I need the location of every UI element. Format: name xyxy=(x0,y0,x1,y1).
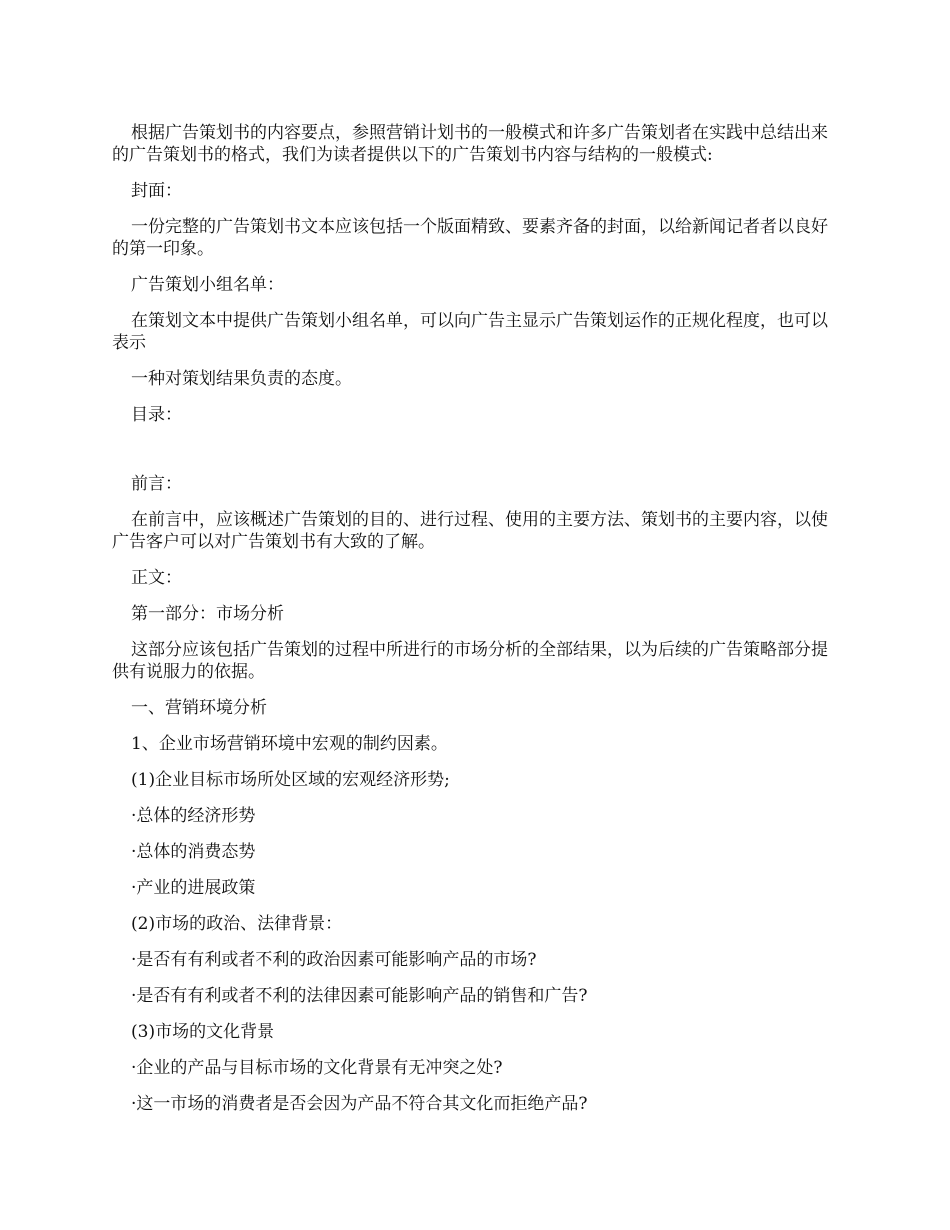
document-page xyxy=(112,122,840,1129)
item-cultural: (3)市场的文化背景 xyxy=(131,1022,275,1042)
bullet-item: ·总体的经济形势 xyxy=(131,806,256,826)
item-political-legal: (2)市场的政治、法律背景： xyxy=(131,914,343,934)
heading-cover: 封面： xyxy=(131,181,182,201)
bullet-item: ·企业的产品与目标市场的文化背景有无冲突之处? xyxy=(131,1058,503,1078)
team-list-paragraph: 在策划文本中提供广告策划小组名单，可以向广告主显示广告策划运作的正规化程度，也可以表示 xyxy=(112,311,828,353)
intro-paragraph: 根据广告策划书的内容要点，参照营销计划书的一般模式和许多广告策划者在实践中总结出来的广告策划书的格式，我们为读者提供以下的广告策划书内容与结构的一般模式: xyxy=(112,123,828,165)
item-macro-economy: (1)企业目标市场所处区域的宏观经济形势; xyxy=(131,770,450,790)
heading-section-one: 一、营销环境分析 xyxy=(131,698,267,718)
part-one-paragraph: 这部分应该包括广告策划的过程中所进行的市场分析的全部结果，以为后续的广告策略部分提供有说服力的依据。 xyxy=(112,640,828,682)
item-one: 1、企业市场营销环境中宏观的制约因素。 xyxy=(131,734,448,754)
heading-contents: 目录： xyxy=(131,405,182,425)
cover-paragraph: 一份完整的广告策划书文本应该包括一个版面精致、要素齐备的封面，以给新闻记者者以良好的第一印象。 xyxy=(112,217,828,259)
bullet-item: ·是否有有利或者不利的政治因素可能影响产品的市场? xyxy=(131,950,537,970)
bullet-item: ·是否有有利或者不利的法律因素可能影响产品的销售和广告? xyxy=(131,986,588,1006)
heading-team-list: 广告策划小组名单： xyxy=(131,275,284,295)
heading-body: 正文： xyxy=(131,568,182,588)
bullet-item: ·总体的消费态势 xyxy=(131,842,256,862)
heading-part-one: 第一部分：市场分析 xyxy=(131,604,284,624)
preface-paragraph: 在前言中，应该概述广告策划的目的、进行过程、使用的主要方法、策划书的主要内容，以使广告客户可以对广告策划书有大致的了解。 xyxy=(112,510,828,552)
bullet-item: ·这一市场的消费者是否会因为产品不符合其文化而拒绝产品? xyxy=(131,1094,588,1114)
heading-preface: 前言： xyxy=(131,474,182,494)
team-list-paragraph-cont: 一种对策划结果负责的态度。 xyxy=(131,369,352,389)
bullet-item: ·产业的进展政策 xyxy=(131,878,256,898)
